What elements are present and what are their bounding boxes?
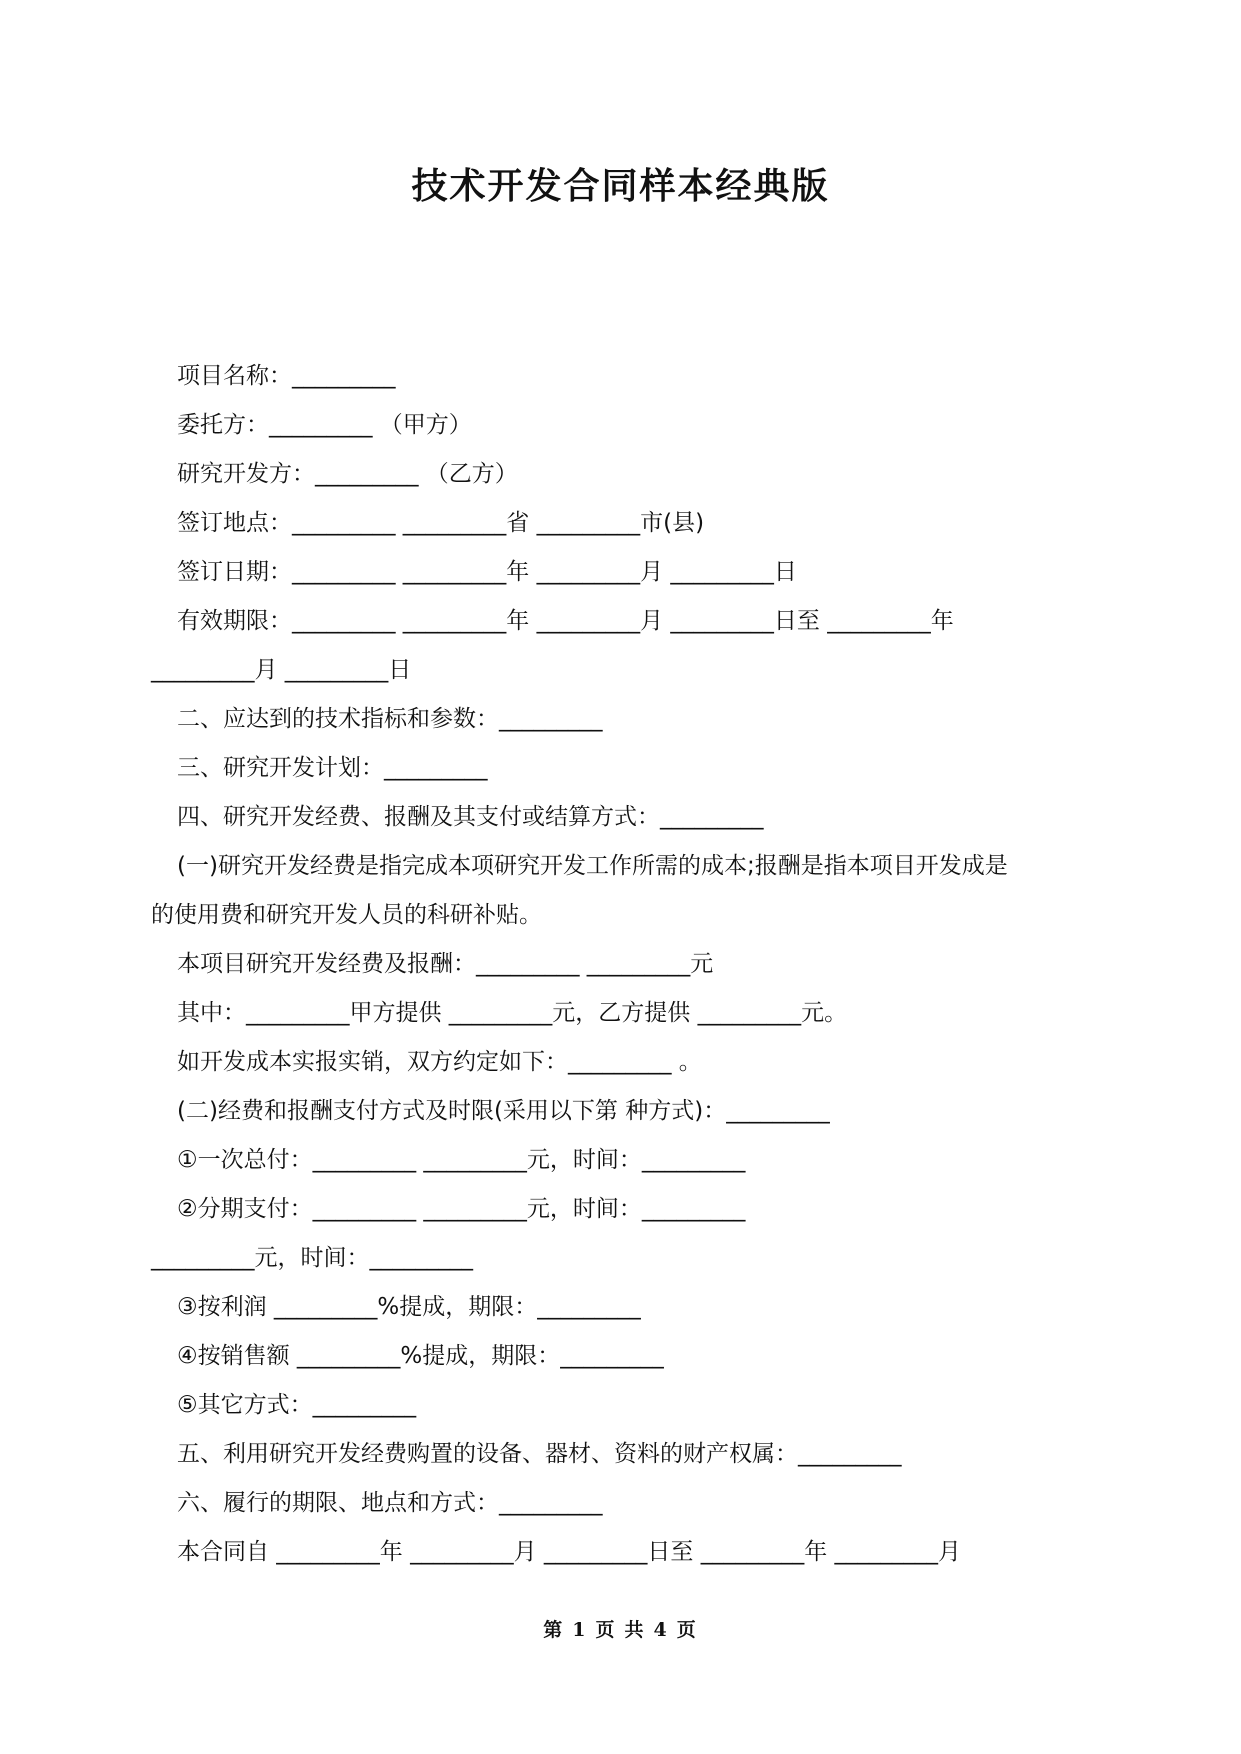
paragraph-4-1-cont: 的使用费和研究开发人员的科研补贴。 bbox=[151, 902, 542, 928]
field-developer: 研究开发方：_________ （乙方） bbox=[177, 461, 518, 487]
option-lump-sum: ①一次总付：_________ _________元，时间：_________ bbox=[177, 1147, 746, 1173]
footer-total-pages: 4 bbox=[653, 1619, 669, 1641]
field-cost-reimbursement: 如开发成本实报实销，双方约定如下：_________ 。 bbox=[177, 1049, 702, 1075]
field-total-funding: 本项目研究开发经费及报酬：_________ _________元 bbox=[177, 951, 714, 977]
section-2-heading: 二、应达到的技术指标和参数：_________ bbox=[177, 706, 603, 732]
page-footer bbox=[0, 1615, 1241, 1642]
footer-page-number: 1 bbox=[572, 1619, 588, 1641]
option-installments: ②分期支付：_________ _________元，时间：_________ bbox=[177, 1196, 746, 1222]
section-5-heading: 五、利用研究开发经费购置的设备、器材、资料的财产权属：_________ bbox=[177, 1441, 902, 1467]
field-contract-term: 本合同自 _________年 _________月 _________日至 _________年 _________月 bbox=[177, 1539, 962, 1565]
section-3-heading: 三、研究开发计划：_________ bbox=[177, 755, 488, 781]
field-signing-place: 签订地点：_________ _________省 _________市(县) bbox=[177, 510, 705, 536]
footer-ye: 页 bbox=[595, 1619, 617, 1641]
field-validity-period-cont: _________月 _________日 bbox=[151, 657, 412, 683]
section-6-heading: 六、履行的期限、地点和方式：_________ bbox=[177, 1490, 603, 1516]
footer-di: 第 bbox=[543, 1619, 565, 1641]
option-profit-share: ③按利润 _________%提成，期限：_________ bbox=[177, 1294, 641, 1320]
option-other: ⑤其它方式：_________ bbox=[177, 1392, 417, 1418]
field-funding-split: 其中：_________甲方提供 _________元，乙方提供 _________元。 bbox=[177, 1000, 848, 1026]
document-body bbox=[151, 352, 1101, 1577]
field-validity-period: 有效期限：_________ _________年 _________月 _________日至 _________年 bbox=[177, 608, 954, 634]
field-client: 委托方：_________ （甲方） bbox=[177, 412, 472, 438]
option-sales-share: ④按销售额 _________%提成，期限：_________ bbox=[177, 1343, 664, 1369]
footer-gong: 共 bbox=[624, 1619, 646, 1641]
footer-ye-2: 页 bbox=[676, 1619, 698, 1641]
field-project-name: 项目名称：_________ bbox=[177, 363, 396, 389]
section-4-heading: 四、研究开发经费、报酬及其支付或结算方式：_________ bbox=[177, 804, 764, 830]
document-title: 技术开发合同样本经典版 bbox=[411, 166, 830, 207]
field-signing-date: 签订日期：_________ _________年 _________月 _________日 bbox=[177, 559, 797, 585]
paragraph-4-2: (二)经费和报酬支付方式及时限(采用以下第 种方式)：_________ bbox=[177, 1098, 830, 1124]
option-installments-cont: _________元，时间：_________ bbox=[151, 1245, 473, 1271]
paragraph-4-1: (一)研究开发经费是指完成本项研究开发工作所需的成本;报酬是指本项目开发成是 bbox=[177, 853, 1008, 879]
